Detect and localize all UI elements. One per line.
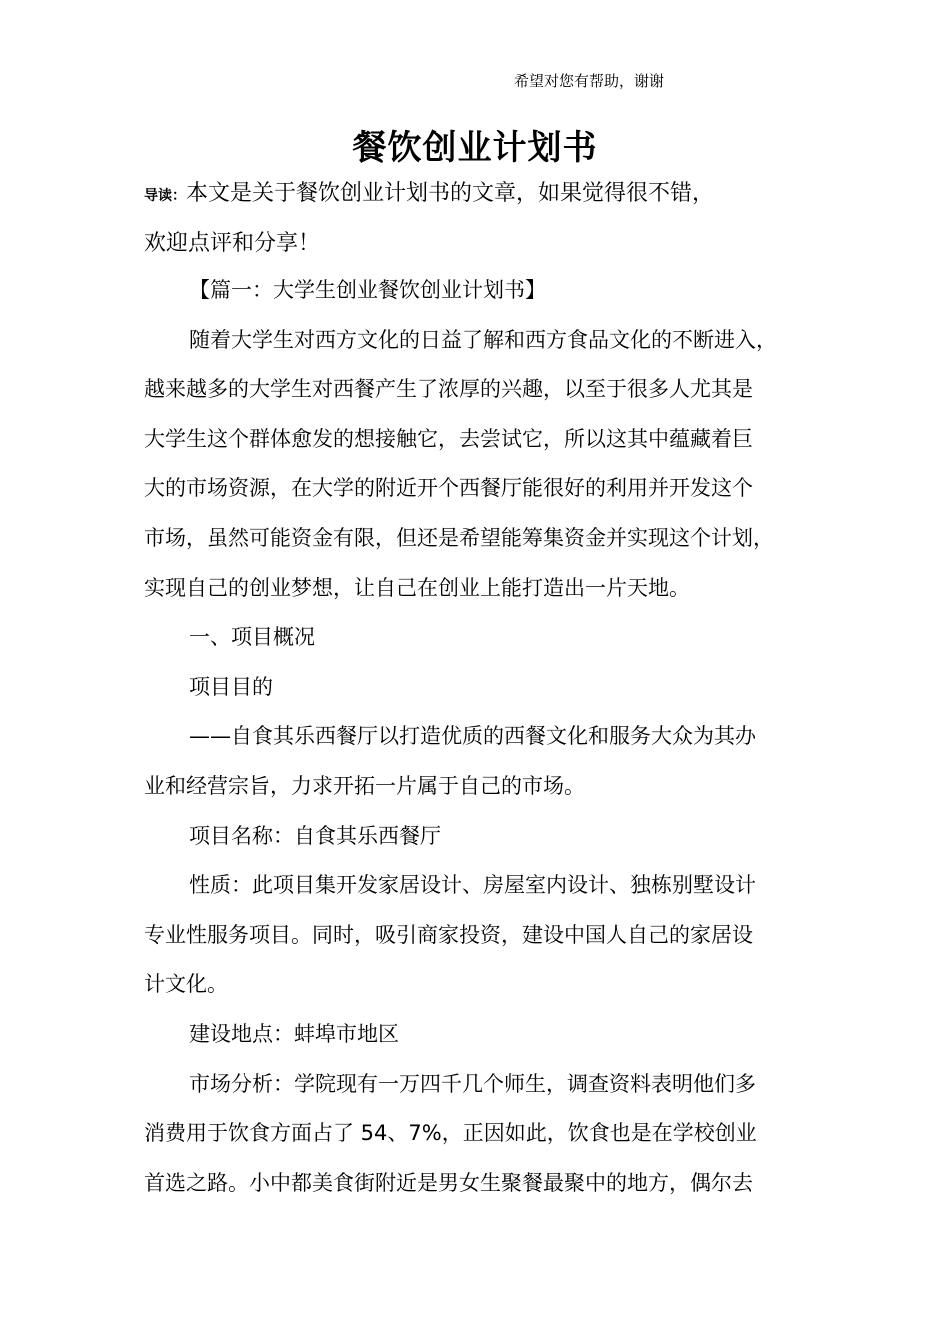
document-title: 餐饮创业计划书	[352, 128, 598, 168]
paragraph-line: 越来越多的大学生对西餐产生了浓厚的兴趣，以至于很多人尤其是	[144, 377, 753, 402]
intro-line-2: 欢迎点评和分享！	[144, 231, 321, 256]
paragraph-line: 首选之路。小中都美食街附近是男女生聚餐最聚中的地方，偶尔去	[144, 1170, 753, 1195]
intro-line-1	[144, 176, 714, 207]
paragraph-line: 市场，虽然可能资金有限，但还是希望能筹集资金并实现这个计划，	[144, 525, 774, 550]
paragraph-line: 大的市场资源，在大学的附近开个西餐厅能很好的利用并开发这个	[144, 476, 753, 501]
header-note: 希望对您有帮助，谢谢	[514, 72, 665, 90]
paragraph-line: 一、项目概况	[189, 625, 315, 650]
paragraph-line: 实现自己的创业梦想，让自己在创业上能打造出一片天地。	[144, 575, 690, 600]
paragraph-line: 项目目的	[189, 674, 273, 699]
paragraph-line: 专业性服务项目。同时，吸引商家投资，建设中国人自己的家居设	[144, 922, 753, 947]
paragraph-line: 消费用于饮食方面占了 54、7%，正因如此，饮食也是在学校创业	[144, 1121, 757, 1146]
paragraph-line: 计文化。	[144, 972, 228, 997]
paragraph-line: 大学生这个群体愈发的想接触它，去尝试它，所以这其中蕴藏着巨	[144, 426, 753, 451]
paragraph-line: 性质：此项目集开发家居设计、房屋室内设计、独栋别墅设计	[189, 873, 756, 898]
paragraph-line: 项目名称：自食其乐西餐厅	[189, 823, 441, 848]
paragraph-line: 建设地点：蚌埠市地区	[189, 1021, 399, 1046]
paragraph-line: 业和经营宗旨，力求开拓一片属于自己的市场。	[144, 773, 585, 798]
document-body	[144, 274, 824, 1216]
paragraph-line: ——自食其乐西餐厅以打造优质的西餐文化和服务大众为其办	[189, 724, 756, 749]
paragraph-line: 市场分析：学院现有一万四千几个师生，调查资料表明他们多	[189, 1071, 756, 1096]
intro-label: 导读：	[144, 188, 186, 204]
paragraph-line: 【篇一：大学生创业餐饮创业计划书】	[189, 278, 546, 302]
intro-text: 本文是关于餐饮创业计划书的文章，如果觉得很不错，	[186, 181, 715, 206]
paragraph-line: 随着大学生对西方文化的日益了解和西方食品文化的不断进入，	[189, 327, 777, 352]
